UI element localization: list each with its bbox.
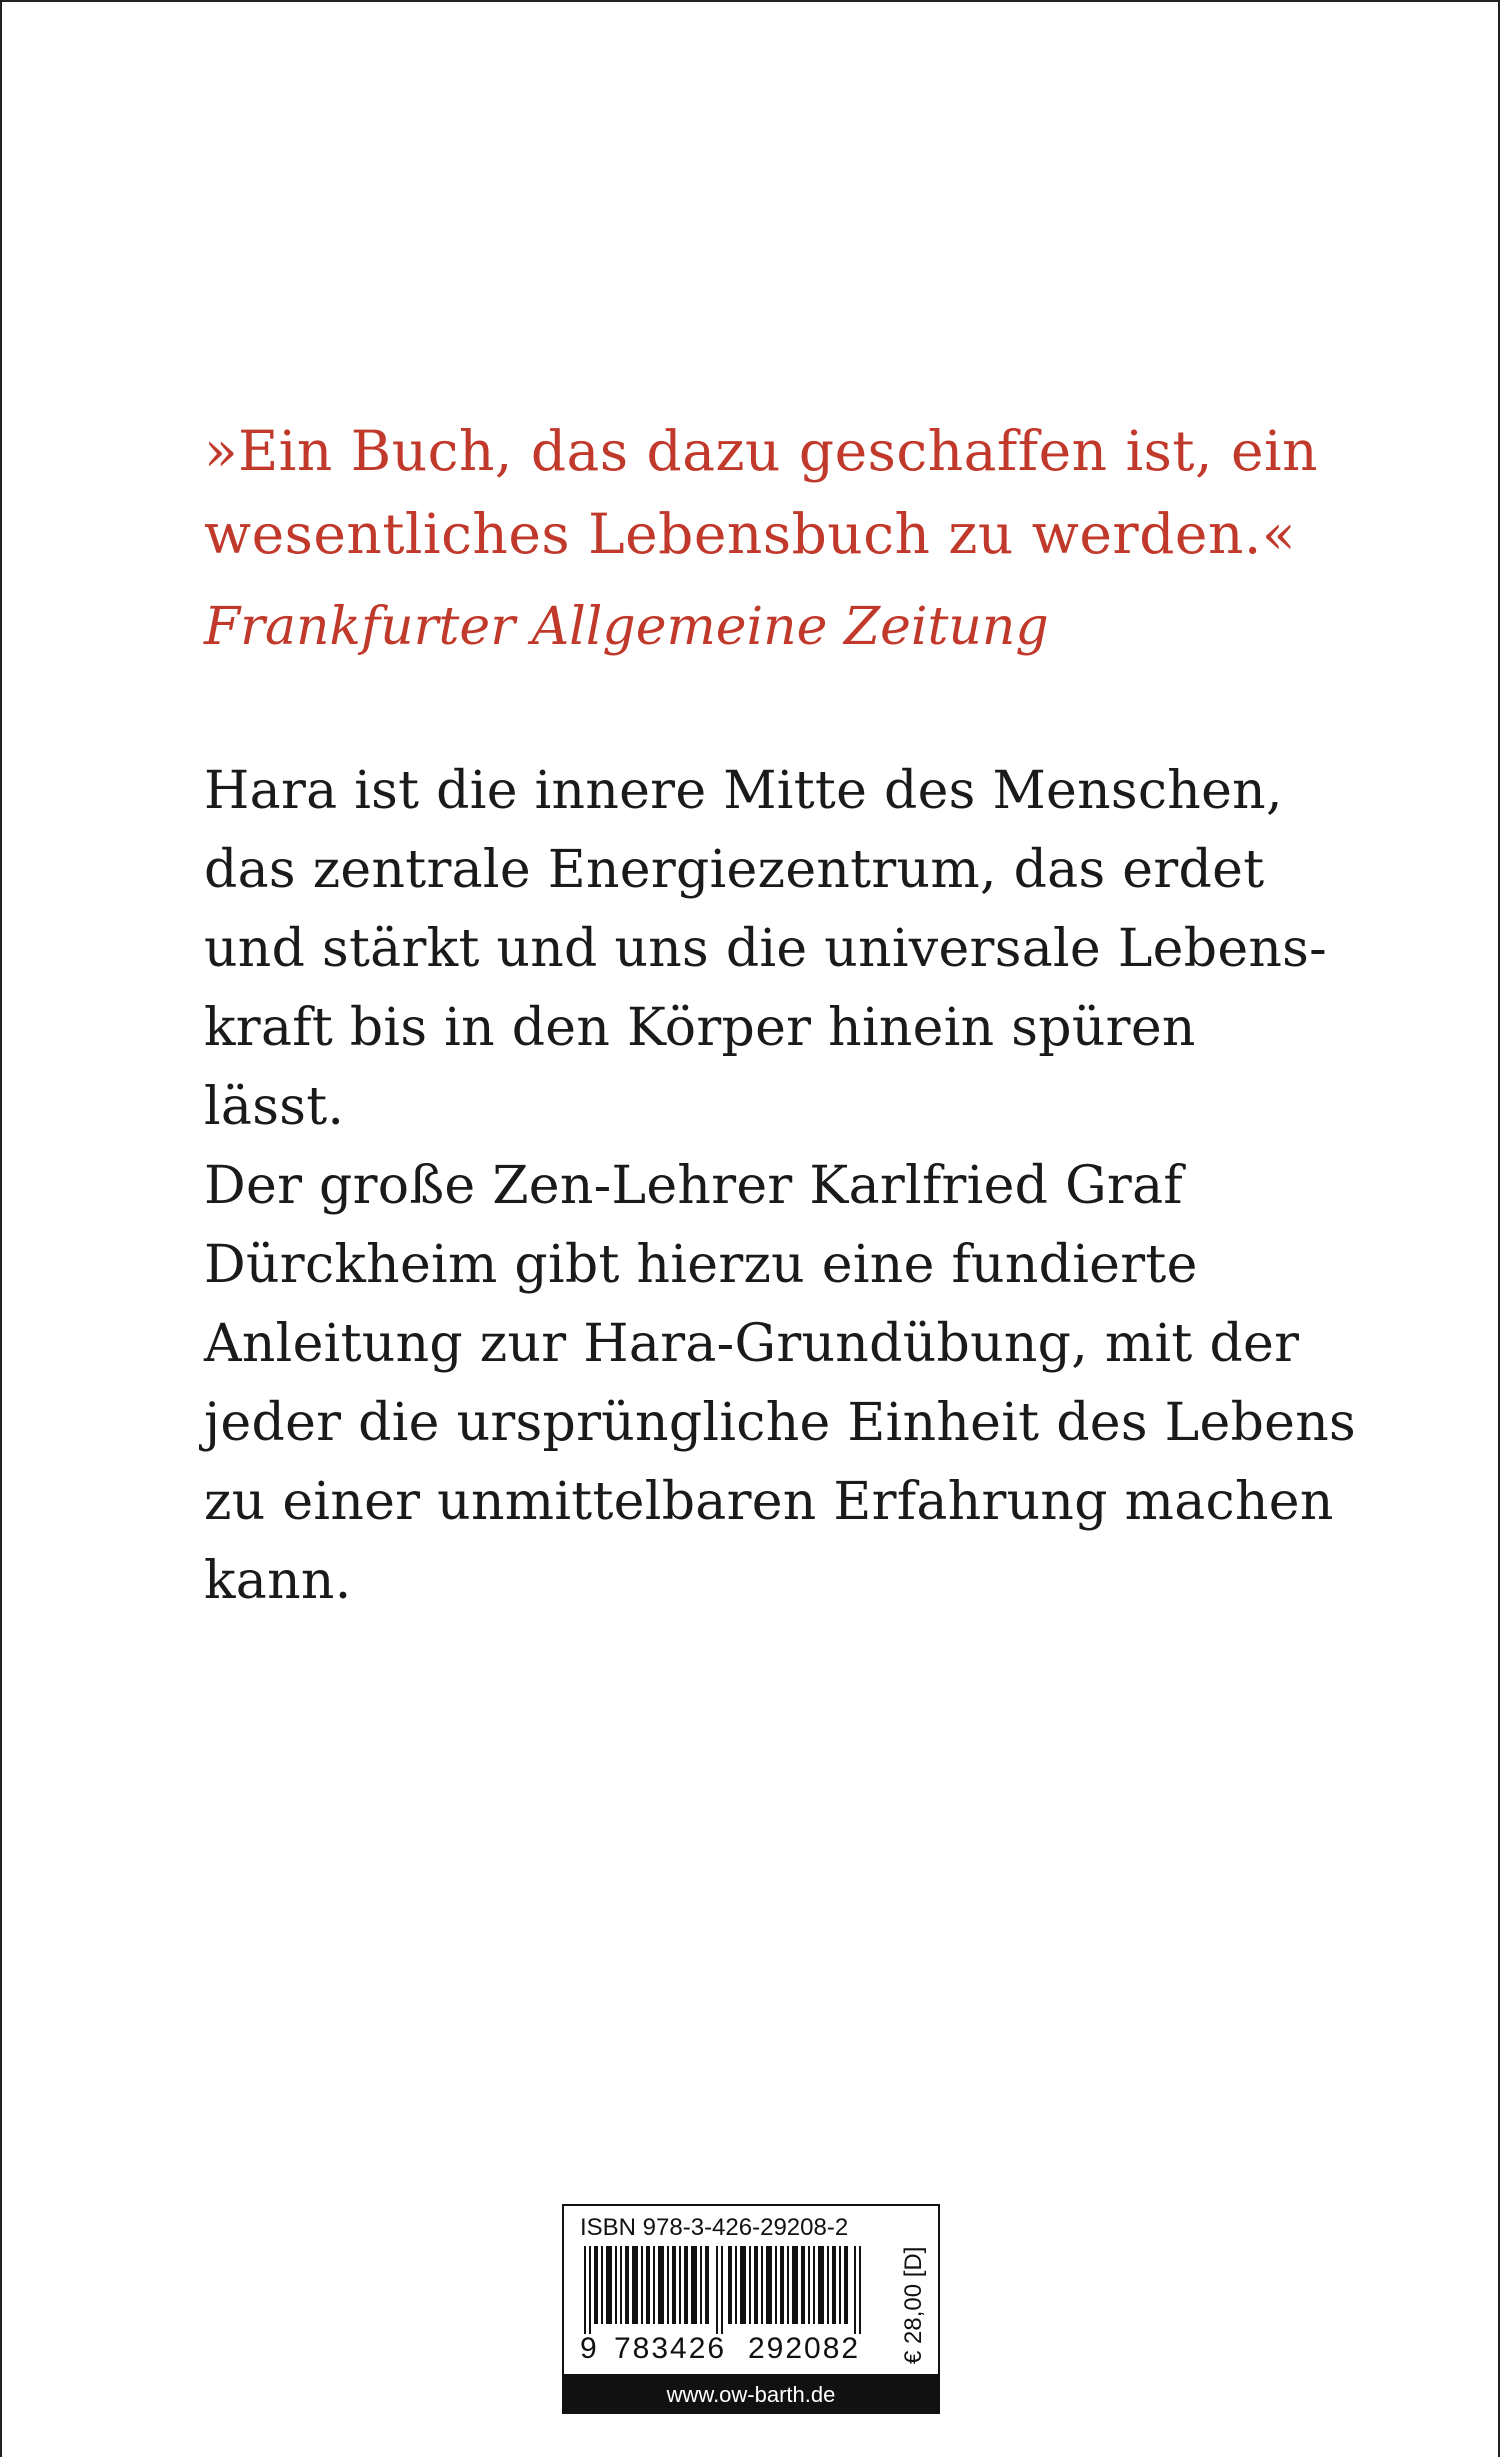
- barcode-bars: [578, 2246, 878, 2334]
- barcode-digits: [580, 2332, 876, 2366]
- barcode-first-digit: 9: [580, 2332, 597, 2365]
- isbn-number: ISBN 978-3-426-29208-2: [580, 2214, 849, 2241]
- blurb-line: kraft bis in den Körper hinein spüren: [204, 998, 1196, 1058]
- price-label: € 28,00 [D]: [900, 2246, 927, 2364]
- blurb-line: und stärkt und uns die universale Lebens-: [204, 919, 1328, 979]
- publisher-url: www.ow-barth.de: [562, 2376, 940, 2414]
- blurb-line: Anleitung zur Hara-Grundübung, mit der: [204, 1314, 1300, 1374]
- review-quote: [204, 410, 1354, 576]
- barcode-left-digits: 783426: [614, 2332, 727, 2365]
- blurb-text: [204, 752, 1357, 1621]
- blurb-line: Hara ist die innere Mitte des Menschen,: [204, 761, 1283, 821]
- blurb-line: zu einer unmittelbaren Erfahrung machen: [204, 1472, 1334, 1532]
- blurb-line: jeder die ursprüngliche Einheit des Lebens: [204, 1393, 1357, 1453]
- quote-source: Frankfurter Allgemeine Zeitung: [204, 597, 1049, 657]
- quote-line: »Ein Buch, das dazu geschaffen ist, ein: [204, 419, 1319, 483]
- isbn-barcode: [562, 2204, 940, 2376]
- blurb-line: das zentrale Energiezentrum, das erdet: [204, 840, 1265, 900]
- blurb-line: Der große Zen-Lehrer Karlfried Graf: [204, 1156, 1183, 1216]
- barcode-right-digits: 292082: [748, 2332, 861, 2365]
- blurb-line: kann.: [204, 1551, 352, 1611]
- blurb-line: lässt.: [204, 1077, 345, 1137]
- quote-line: wesentliches Lebensbuch zu werden.«: [204, 502, 1297, 566]
- blurb-line: Dürckheim gibt hierzu eine fundierte: [204, 1235, 1198, 1295]
